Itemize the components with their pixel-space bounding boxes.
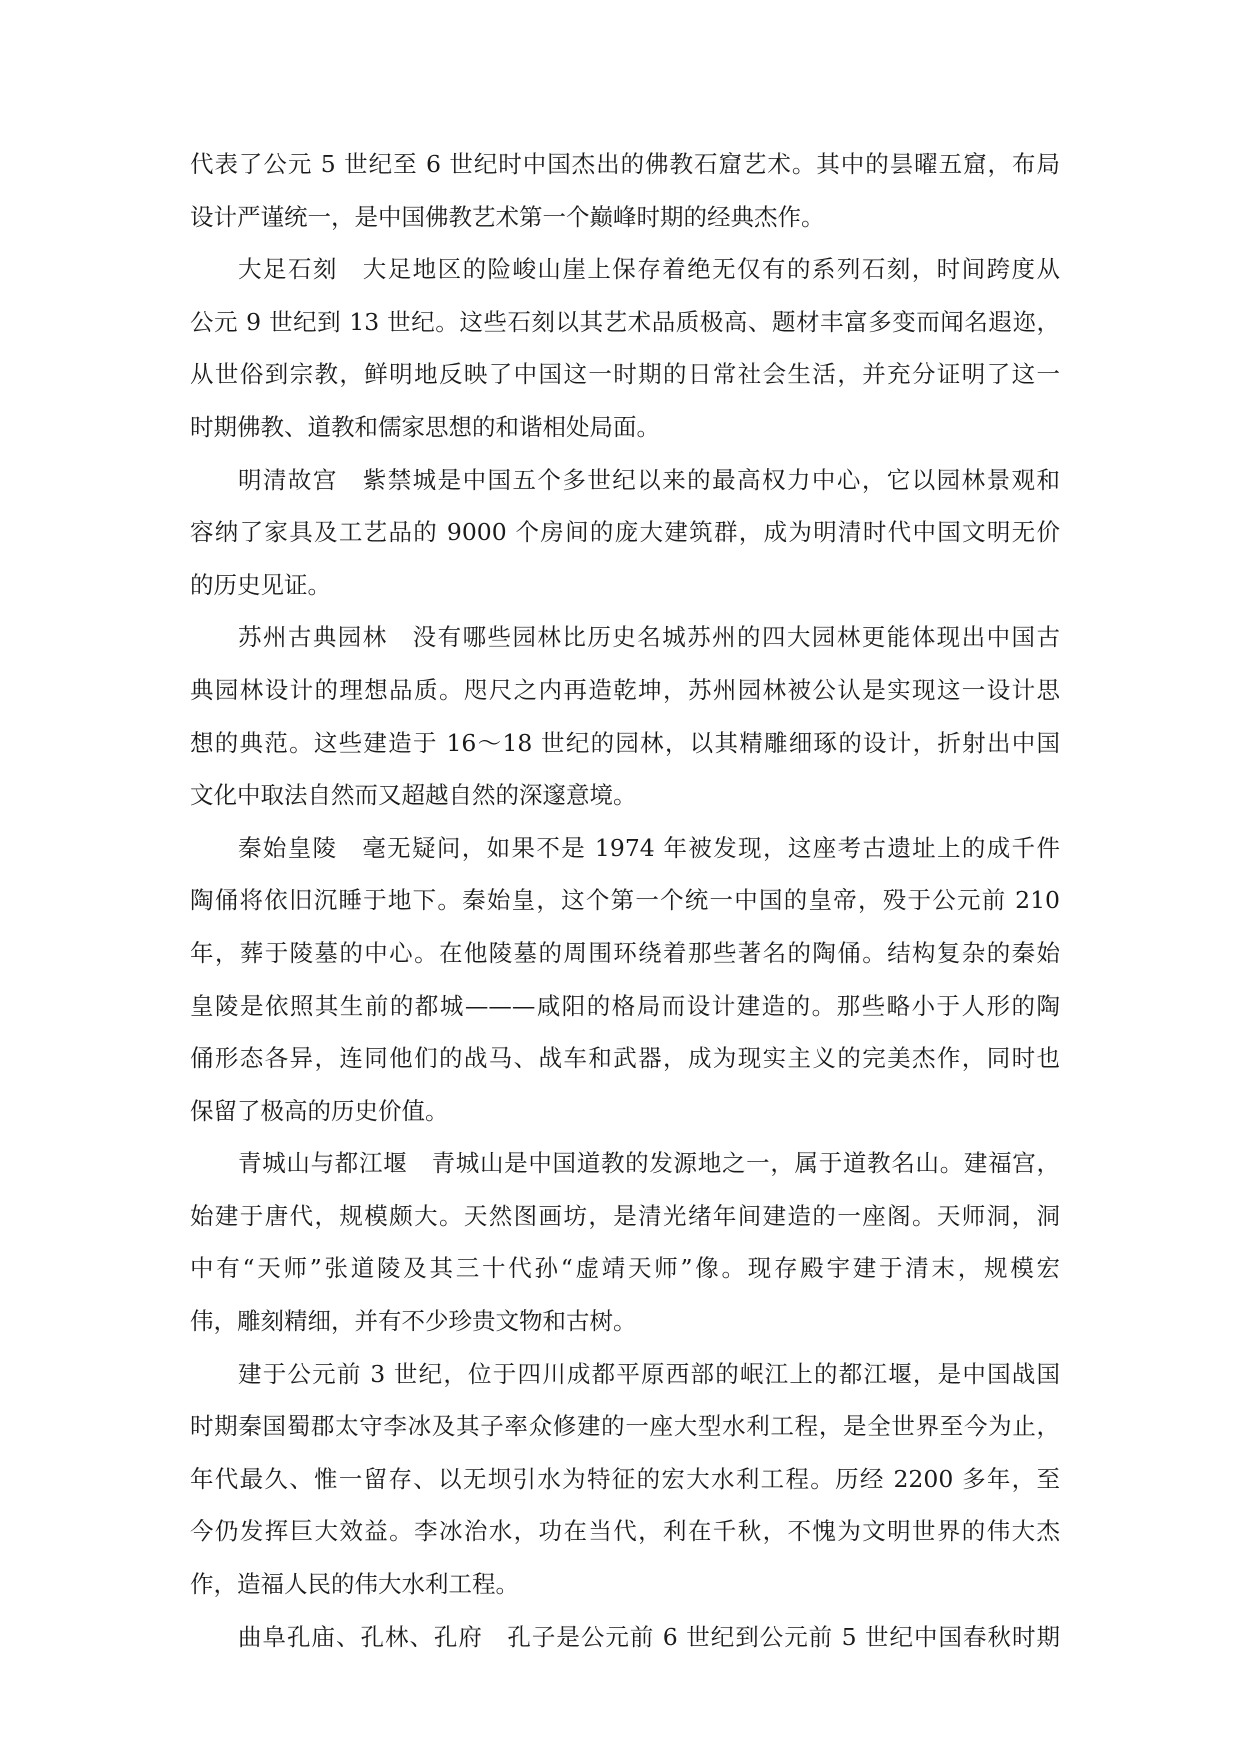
text-line: 容纳了家具及工艺品的 9000 个房间的庞大建筑群，成为明清时代中国文明无价 bbox=[190, 518, 1060, 547]
paragraph-start-line: 青城山与都江堰 青城山是中国道教的发源地之一，属于道教名山。建福宫， bbox=[238, 1149, 1060, 1178]
text-line: 设计严谨统一，是中国佛教艺术第一个巅峰时期的经典杰作。 bbox=[190, 202, 825, 231]
paragraph-start-line: 秦始皇陵 毫无疑问，如果不是 1974 年被发现，这座考古遗址上的成千件 bbox=[238, 833, 1060, 862]
text-line: 典园林设计的理想品质。咫尺之内再造乾坤，苏州园林被公认是实现这一设计思 bbox=[190, 675, 1060, 704]
text-line: 想的典范。这些建造于 16～18 世纪的园林，以其精雕细琢的设计，折射出中国 bbox=[190, 728, 1060, 757]
paragraph-start-line: 苏州古典园林 没有哪些园林比历史名城苏州的四大园林更能体现出中国古 bbox=[238, 623, 1060, 652]
paragraph-start-line: 建于公元前 3 世纪，位于四川成都平原西部的岷江上的都江堰，是中国战国 bbox=[238, 1359, 1060, 1388]
text-line: 公元 9 世纪到 13 世纪。这些石刻以其艺术品质极高、题材丰富多变而闻名遐迩， bbox=[190, 307, 1060, 336]
text-line: 文化中取法自然而又超越自然的深邃意境。 bbox=[190, 781, 637, 810]
text-line: 作，造福人民的伟大水利工程。 bbox=[190, 1570, 519, 1599]
text-line: 保留了极高的历史价值。 bbox=[190, 1096, 449, 1125]
paragraph-start-line: 曲阜孔庙、孔林、孔府 孔子是公元前 6 世纪到公元前 5 世纪中国春秋时期 bbox=[238, 1622, 1060, 1651]
text-line: 年代最久、惟一留存、以无坝引水为特征的宏大水利工程。历经 2200 多年，至 bbox=[190, 1464, 1060, 1493]
text-line: 今仍发挥巨大效益。李冰治水，功在当代，利在千秋，不愧为文明世界的伟大杰 bbox=[190, 1517, 1060, 1546]
text-line: 的历史见证。 bbox=[190, 570, 331, 599]
text-line: 中有“天师”张道陵及其三十代孙“虚靖天师”像。现存殿宇建于清末，规模宏 bbox=[190, 1254, 1060, 1283]
text-line: 皇陵是依照其生前的都城———咸阳的格局而设计建造的。那些略小于人形的陶 bbox=[190, 991, 1060, 1020]
text-line: 年，葬于陵墓的中心。在他陵墓的周围环绕着那些著名的陶俑。结构复杂的秦始 bbox=[190, 938, 1060, 967]
text-line: 从世俗到宗教，鲜明地反映了中国这一时期的日常社会生活，并充分证明了这一 bbox=[190, 360, 1060, 389]
text-line: 伟，雕刻精细，并有不少珍贵文物和古树。 bbox=[190, 1307, 637, 1336]
text-line: 代表了公元 5 世纪至 6 世纪时中国杰出的佛教石窟艺术。其中的昙曜五窟，布局 bbox=[190, 150, 1060, 178]
text-line: 时期秦国蜀郡太守李冰及其子率众修建的一座大型水利工程，是全世界至今为止， bbox=[190, 1412, 1060, 1441]
text-line: 时期佛教、道教和儒家思想的和谐相处局面。 bbox=[190, 412, 660, 441]
paragraph-start-line: 大足石刻 大足地区的险峻山崖上保存着绝无仅有的系列石刻，时间跨度从 bbox=[238, 255, 1060, 284]
text-line: 俑形态各异，连同他们的战马、战车和武器，成为现实主义的完美杰作，同时也 bbox=[190, 1044, 1060, 1073]
document-body bbox=[190, 138, 1060, 1663]
paragraph-start-line: 明清故宫 紫禁城是中国五个多世纪以来的最高权力中心，它以园林景观和 bbox=[238, 465, 1060, 494]
text-line: 始建于唐代，规模颇大。天然图画坊，是清光绪年间建造的一座阁。天师洞，洞 bbox=[190, 1201, 1060, 1230]
text-line: 陶俑将依旧沉睡于地下。秦始皇，这个第一个统一中国的皇帝，殁于公元前 210 bbox=[190, 886, 1060, 915]
